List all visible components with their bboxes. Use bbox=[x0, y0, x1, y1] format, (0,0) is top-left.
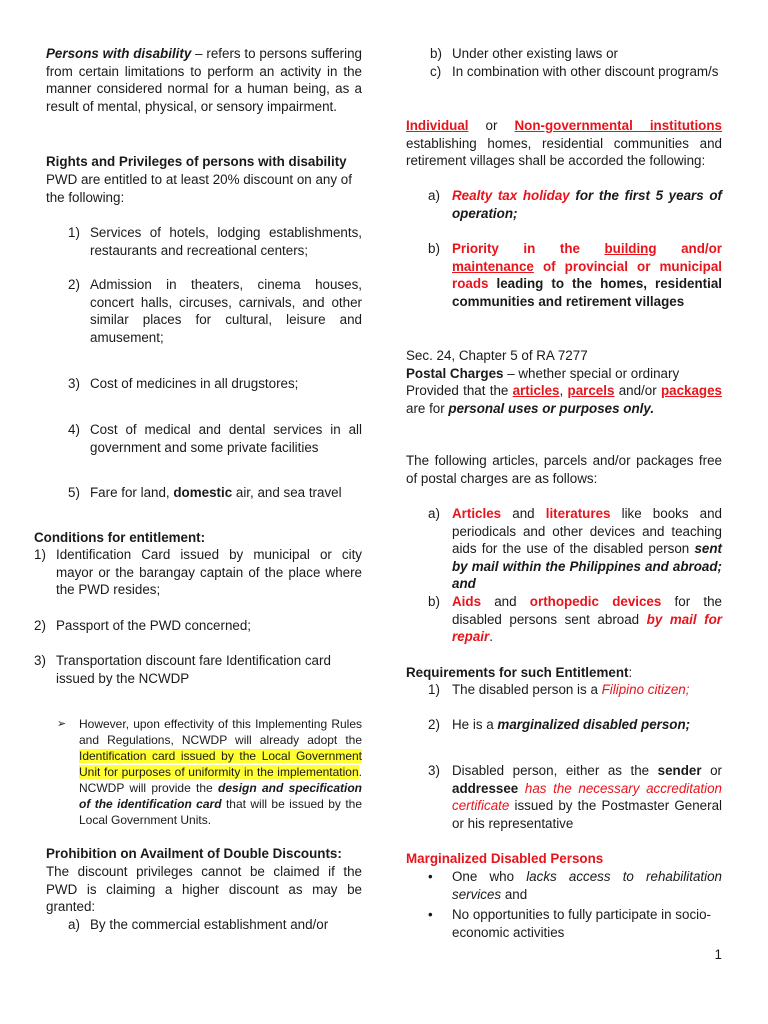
item-number: 4) bbox=[68, 422, 80, 437]
definition-term: Persons with disability bbox=[46, 46, 192, 61]
item-text: No opportunities to fully participate in socio-economic activities bbox=[452, 907, 712, 940]
free-postage-intro: The following articles, parcels and/or packages free of postal charges are as follows: bbox=[406, 453, 722, 486]
section-reference: Sec. 24, Chapter 5 of RA 7277 bbox=[406, 348, 588, 363]
prohibition-heading: Prohibition on Availment of Double Discounts: bbox=[46, 846, 342, 861]
prohibition-item-b bbox=[430, 45, 722, 63]
pwd-definition bbox=[46, 45, 362, 115]
item-letter: c) bbox=[430, 64, 442, 79]
marginalized-heading: Marginalized Disabled Persons bbox=[406, 851, 604, 866]
item-number: 3) bbox=[428, 763, 440, 778]
rights-heading: Rights and Privileges of persons with disability bbox=[46, 154, 347, 169]
ngo-term: Non-governmental institutions bbox=[514, 118, 722, 133]
provided-paragraph: Provided that the articles, parcels and/or packages are for personal uses or purposes only. bbox=[406, 383, 722, 416]
domestic-emphasis: domestic bbox=[173, 485, 233, 500]
item-number: 2) bbox=[428, 717, 440, 732]
requirements-heading: Requirements for such Entitlement: bbox=[406, 665, 633, 680]
item-letter: a) bbox=[68, 917, 80, 932]
item-text: Cost of medicines in all drugstores; bbox=[90, 376, 299, 391]
road-priority-item bbox=[428, 240, 722, 312]
item-number: 3) bbox=[68, 376, 80, 391]
item-text: Disabled person, either as the sender or addressee has the necessary accreditation certificate issued by the Postmaster General or his representative bbox=[452, 763, 722, 831]
highlighted-text: Identification card issued by the Local Government Unit for purposes of uniformity in the implementation bbox=[79, 749, 362, 779]
item-text: Cost of medical and dental services in all government and some private facilities bbox=[90, 422, 362, 455]
page-number: 1 bbox=[714, 947, 722, 962]
item-letter: a) bbox=[428, 188, 440, 203]
arrow-bullet-icon: ➢ bbox=[57, 718, 67, 730]
postal-charges-term: Postal Charges bbox=[406, 366, 504, 381]
item-number: 1) bbox=[428, 682, 440, 697]
requirement-item-1 bbox=[428, 681, 722, 699]
prohibition-item-a bbox=[68, 916, 362, 934]
item-text: By the commercial establishment and/or bbox=[90, 917, 329, 932]
item-text: The disabled person is a Filipino citizen; bbox=[452, 682, 690, 697]
rights-intro: PWD are entitled to at least 20% discount on any of the following: bbox=[46, 172, 352, 205]
marginalized-item-1 bbox=[428, 868, 722, 904]
rights-item-3 bbox=[68, 375, 362, 393]
item-text: Transportation discount fare Identification card issued by the NCWDP bbox=[56, 653, 331, 686]
item-text: He is a marginalized disabled person; bbox=[452, 717, 691, 732]
item-text: Realty tax holiday for the first 5 years of operation; bbox=[452, 188, 722, 221]
item-text: Aids and orthopedic devices for the disabled persons sent abroad by mail for repair. bbox=[452, 594, 722, 645]
condition-item-1 bbox=[34, 546, 362, 600]
item-number: 2) bbox=[68, 277, 80, 292]
item-text: Identification Card issued by municipal or city mayor or the barangay captain of the place where the PWD resides; bbox=[56, 547, 362, 598]
item-number: 5) bbox=[68, 485, 80, 500]
prohibition-item-c bbox=[430, 63, 722, 99]
definition-body: – refers to persons suffering from certain limitations to perform an activity in the manner considered normal for a human being, as a result of mental, physical, or sensory impairment. bbox=[46, 46, 362, 114]
item-number: 1) bbox=[68, 225, 80, 240]
postal-charges-definition: Postal Charges – whether special or ordinary bbox=[406, 366, 680, 381]
item-text: Passport of the PWD concerned; bbox=[56, 618, 252, 633]
note-text: However, upon effectivity of this Implementing Rules and Regulations, NCWDP will already adopt the Identification card issued by the Local Government Unit for purposes of uniformity in the implementation. NCWDP will provide the design and specification of the identification card that will be issued by the Local Government Units. bbox=[79, 717, 363, 827]
condition-item-3 bbox=[34, 652, 362, 688]
bullet-icon: • bbox=[428, 907, 433, 922]
rights-item-4 bbox=[68, 421, 362, 457]
item-text: Services of hotels, lodging establishments, restaurants and recreational centers; bbox=[90, 225, 362, 258]
rights-item-1 bbox=[68, 224, 362, 260]
item-text: Admission in theaters, cinema houses, concert halls, circuses, carnivals, and other similar places for cultural, leisure and amusement; bbox=[90, 277, 362, 345]
item-number: 1) bbox=[34, 547, 46, 562]
item-text: Fare for land, domestic air, and sea travel bbox=[90, 485, 342, 500]
condition-item-2 bbox=[34, 617, 362, 635]
articles-item bbox=[428, 505, 722, 595]
item-letter: a) bbox=[428, 506, 440, 521]
conditions-heading: Conditions for entitlement: bbox=[34, 530, 206, 545]
item-text: In combination with other discount program/s bbox=[452, 64, 719, 79]
requirement-item-3 bbox=[428, 762, 722, 834]
item-letter: b) bbox=[428, 594, 440, 609]
item-text: Priority in the building and/or maintenance of provincial or municipal roads leading to the homes, residential communities and retirement villages bbox=[452, 241, 723, 309]
item-letter: b) bbox=[428, 241, 440, 256]
item-letter: b) bbox=[430, 46, 442, 61]
item-number: 2) bbox=[34, 618, 46, 633]
design-spec-emphasis: design and specification of the identification card bbox=[79, 781, 362, 811]
rights-item-5 bbox=[68, 484, 362, 502]
item-text: Under other existing laws or bbox=[452, 46, 618, 61]
requirement-item-2 bbox=[428, 716, 722, 734]
marginalized-item-2 bbox=[428, 906, 722, 942]
individual-term: Individual bbox=[406, 118, 469, 133]
realty-tax-term: Realty tax holiday bbox=[452, 188, 570, 203]
rights-item-2 bbox=[68, 276, 362, 348]
prohibition-body: The discount privileges cannot be claimed if the PWD is claiming a higher discount as may be granted: bbox=[46, 864, 362, 915]
lgu-id-note bbox=[57, 716, 362, 828]
item-text: One who lacks access to rehabilitation services and bbox=[452, 869, 722, 902]
realty-tax-item bbox=[428, 187, 722, 223]
aids-item bbox=[428, 593, 722, 647]
bullet-icon: • bbox=[428, 869, 433, 884]
item-number: 3) bbox=[34, 653, 46, 668]
institutions-paragraph: Individual or Non-governmental institutions establishing homes, residential communities and retirement villages shall be accorded the following: bbox=[406, 118, 722, 169]
item-text: Articles and literatures like books and periodicals and other devices and teaching aids for the use of the disabled person sent by mail within the Philippines and abroad; and bbox=[452, 506, 722, 592]
